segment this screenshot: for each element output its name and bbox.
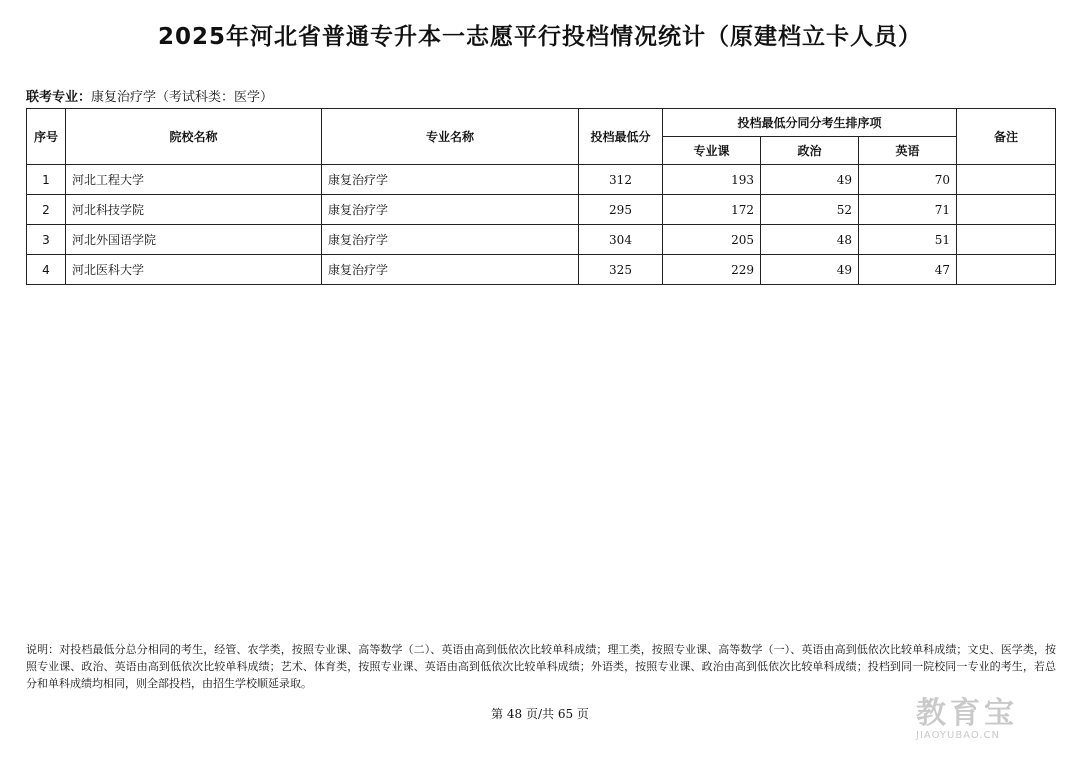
- cell-school: 河北医科大学: [66, 255, 322, 285]
- header-tiebreak-group: 投档最低分同分考生排序项: [663, 109, 957, 137]
- page-number: 第 48 页/共 65 页: [491, 707, 589, 721]
- cell-remarks: [957, 255, 1056, 285]
- cell-professional: 172: [663, 195, 761, 225]
- table-row: [27, 195, 1056, 225]
- cell-seq: 1: [27, 165, 66, 195]
- cell-english: 70: [859, 165, 957, 195]
- cell-politics: 49: [761, 165, 859, 195]
- table-row: [27, 255, 1056, 285]
- cell-school: 河北工程大学: [66, 165, 322, 195]
- cell-min-score: 304: [579, 225, 663, 255]
- cell-english: 47: [859, 255, 957, 285]
- footnote-explanation: 说明：对投档最低分总分相同的考生，经管、农学类，按照专业课、高等数学（二）、英语由高到低依次比较单科成绩；理工类，按照专业课、高等数学（一）、英语由高到低依次比较单科成绩；文史、医学类，按照专业课、政治、英语由高到低依次比较单科成绩；艺术、体育类，按照专业课、英语由高到低依次比较单科成绩；外语类，按照专业课、政治由高到低依次比较单科成绩；投档到同一院校同一专业的考生，若总分和单科成绩均相同，则全部投档，由招生学校顺延录取。: [26, 643, 1056, 690]
- watermark-logo: [916, 688, 1066, 748]
- table-row: [27, 165, 1056, 195]
- cell-politics: 49: [761, 255, 859, 285]
- cell-major: 康复治疗学: [322, 195, 579, 225]
- cell-english: 71: [859, 195, 957, 225]
- table-row: [27, 225, 1056, 255]
- cell-remarks: [957, 195, 1056, 225]
- cell-politics: 52: [761, 195, 859, 225]
- cell-min-score: 312: [579, 165, 663, 195]
- cell-major: 康复治疗学: [322, 165, 579, 195]
- cell-professional: 193: [663, 165, 761, 195]
- cell-min-score: 295: [579, 195, 663, 225]
- major-line: [26, 86, 273, 105]
- header-seq: 序号: [27, 109, 66, 165]
- cell-english: 51: [859, 225, 957, 255]
- header-remarks: 备注: [957, 109, 1056, 165]
- cell-seq: 3: [27, 225, 66, 255]
- header-min-score: 投档最低分: [579, 109, 663, 165]
- major-value: 康复治疗学（考试科类：医学）: [91, 90, 274, 105]
- header-school: 院校名称: [66, 109, 322, 165]
- header-english: 英语: [859, 137, 957, 165]
- cell-major: 康复治疗学: [322, 255, 579, 285]
- header-professional: 专业课: [663, 137, 761, 165]
- cell-school: 河北科技学院: [66, 195, 322, 225]
- cell-professional: 205: [663, 225, 761, 255]
- cell-politics: 48: [761, 225, 859, 255]
- cell-remarks: [957, 165, 1056, 195]
- cell-remarks: [957, 225, 1056, 255]
- cell-min-score: 325: [579, 255, 663, 285]
- cell-major: 康复治疗学: [322, 225, 579, 255]
- cell-professional: 229: [663, 255, 761, 285]
- document-title: 2025年河北省普通专升本一志愿平行投档情况统计（原建档立卡人员）: [157, 24, 922, 50]
- cell-school: 河北外国语学院: [66, 225, 322, 255]
- admission-table: [26, 108, 1056, 285]
- major-label: 联考专业：: [26, 90, 92, 105]
- header-politics: 政治: [761, 137, 859, 165]
- watermark-main-text: 教育宝: [916, 696, 1018, 731]
- cell-seq: 4: [27, 255, 66, 285]
- watermark-sub-text: JIAOYUBAO.CN: [916, 730, 1000, 741]
- cell-seq: 2: [27, 195, 66, 225]
- header-major: 专业名称: [322, 109, 579, 165]
